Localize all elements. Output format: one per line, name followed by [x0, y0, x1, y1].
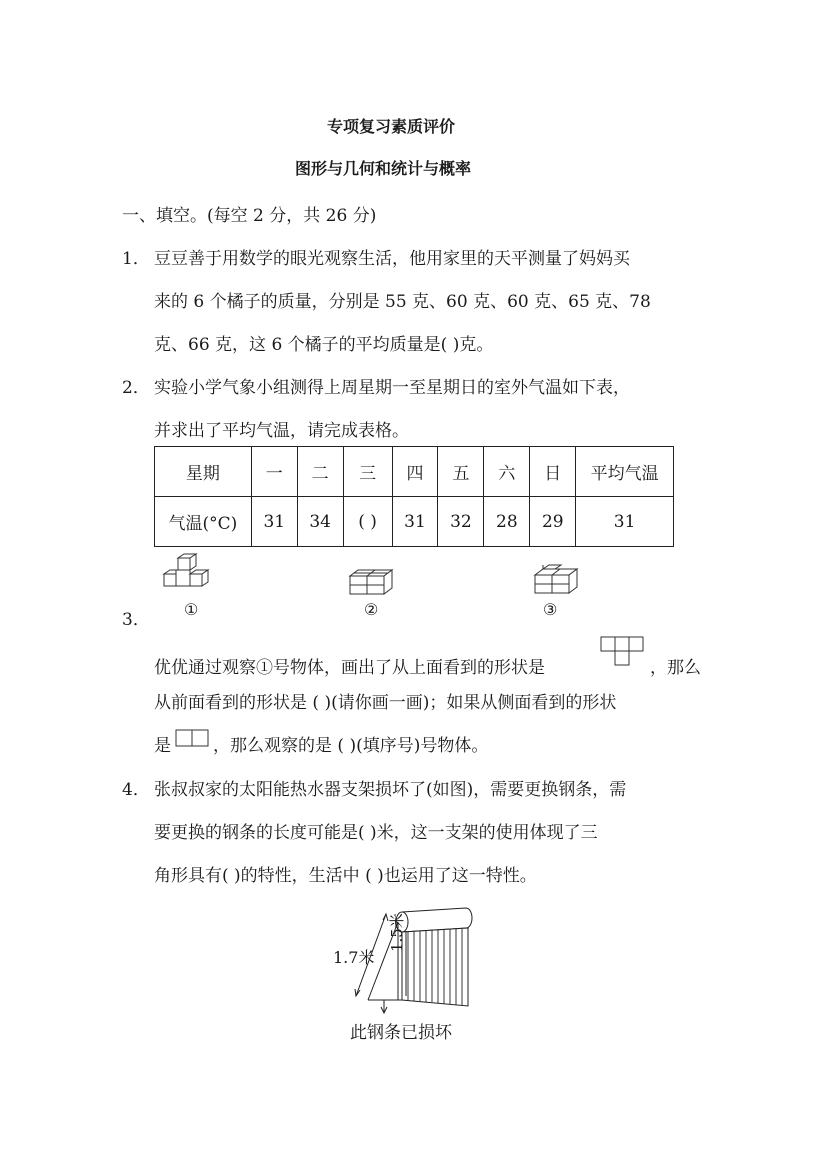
q4-line3: 角形具有( )的特性，生活中 ( )也运用了这一特性。 — [154, 866, 537, 886]
fig-label-3: ③ — [543, 600, 558, 619]
table-header-cell: 一 — [251, 447, 297, 497]
fig-label-2: ② — [364, 600, 379, 619]
q3-line1a: 优优通过观察①号物体，画出了从上面看到的形状是 — [154, 658, 545, 678]
q1-number: 1． — [122, 249, 150, 269]
side-view-shape-icon — [175, 728, 211, 748]
q3-line2: 从前面看到的形状是 ( )(请你画一画)；如果从侧面看到的形状 — [154, 693, 617, 713]
table-header-cell: 日 — [530, 447, 576, 497]
q2-line2: 并求出了平均气温，请完成表格。 — [154, 421, 409, 441]
table-header-cell: 六 — [484, 447, 530, 497]
q4-line2: 要更换的钢条的长度可能是( )米，这一支架的使用体现了三 — [154, 823, 598, 843]
table-header-cell: 星期 — [155, 447, 252, 497]
table-cell: 31 — [392, 497, 438, 547]
fig-label-1: ① — [184, 600, 199, 619]
q3-number: 3． — [122, 610, 150, 630]
fig-label-length-b: 1.5米 — [388, 913, 406, 952]
table-cell: 32 — [438, 497, 484, 547]
table-cell: 28 — [484, 497, 530, 547]
table-header-cell: 五 — [438, 447, 484, 497]
cube-figure-3 — [533, 563, 583, 599]
table-cell: 29 — [530, 497, 576, 547]
q2-number: 2． — [122, 378, 150, 398]
cube-figure-2 — [348, 566, 398, 598]
table-cell-blank[interactable]: ( ) — [343, 497, 392, 547]
table-header-cell: 二 — [297, 447, 343, 497]
table-row — [155, 447, 674, 497]
table-header-cell: 三 — [343, 447, 392, 497]
table-header-cell: 平均气温 — [576, 447, 674, 497]
top-view-shape-icon — [600, 636, 646, 668]
table-cell: 31 — [251, 497, 297, 547]
fig-label-length-a: 1.7米 — [333, 948, 375, 967]
q2-line1: 实验小学气象小组测得上周星期一至星期日的室外气温如下表， — [154, 378, 630, 398]
page-subtitle: 图形与几何和统计与概率 — [295, 159, 472, 178]
temperature-table — [154, 446, 674, 547]
cube-figure-1 — [158, 552, 220, 600]
q4-number: 4． — [122, 780, 150, 800]
q3-line3b: ，那么观察的是 ( )(填序号)号物体。 — [213, 736, 489, 756]
q3-line3a: 是 — [154, 736, 171, 756]
q1-line2: 来的 6 个橘子的质量，分别是 55 克、60 克、60 克、65 克、78 — [154, 292, 651, 312]
table-cell: 气温(°C) — [155, 497, 252, 547]
q1-line3: 克、66 克，这 6 个橘子的平均质量是( )克。 — [154, 335, 494, 355]
table-cell: 31 — [576, 497, 674, 547]
page-title: 专项复习素质评价 — [327, 117, 456, 136]
table-header-cell: 四 — [392, 447, 438, 497]
q3-line1b: ，那么 — [650, 658, 701, 678]
table-cell: 34 — [297, 497, 343, 547]
q1-line1: 豆豆善于用数学的眼光观察生活，他用家里的天平测量了妈妈买 — [154, 249, 630, 269]
section-heading: 一、填空。(每空 2 分，共 26 分) — [122, 206, 377, 226]
table-row — [155, 497, 674, 547]
fig-caption: 此钢条已损坏 — [350, 1023, 452, 1043]
q4-line1: 张叔叔家的太阳能热水器支架损坏了(如图)，需要更换钢条，需 — [154, 780, 627, 800]
